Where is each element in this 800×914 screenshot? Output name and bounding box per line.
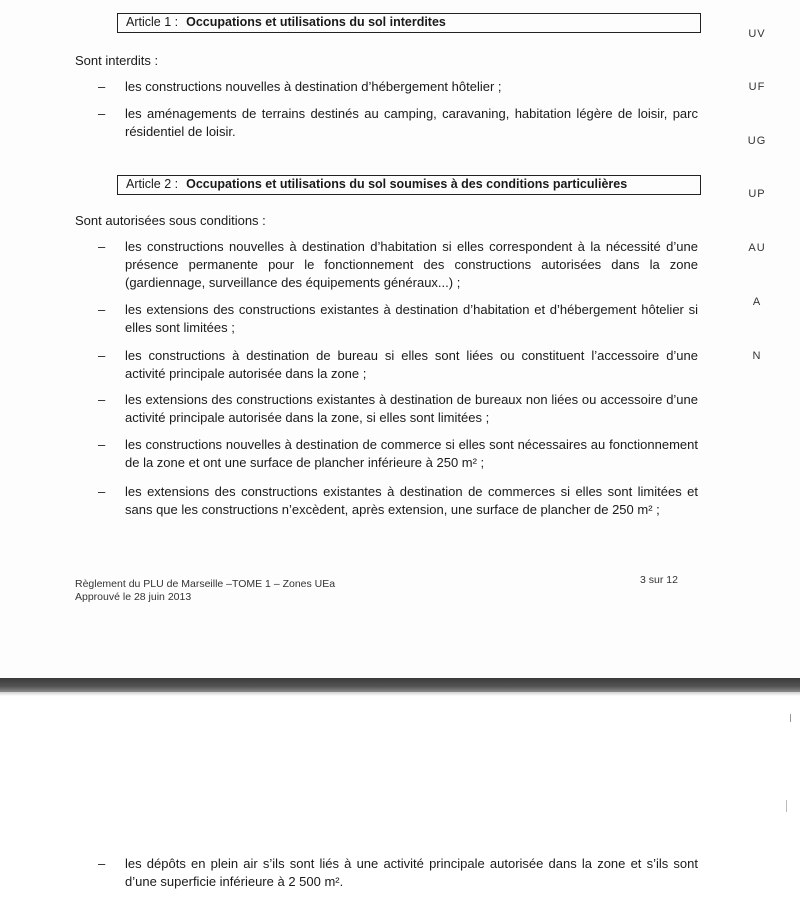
page-separator [0, 678, 800, 692]
zone-code: N [752, 350, 762, 362]
article-1-header [117, 13, 701, 33]
dash-bullet: – [98, 79, 106, 94]
dash-bullet: – [98, 437, 106, 452]
dash-bullet: – [98, 106, 106, 121]
list-item-text: les dépôts en plein air s’ils sont liés à une activité principale autorisée dans la zone et s’ils sont d’une superficie inférieure à 2 500 m². [125, 856, 698, 889]
list-item [98, 436, 698, 472]
dash-bullet: – [98, 392, 106, 407]
dash-bullet: – [98, 239, 106, 254]
article-1-title: Occupations et utilisations du sol interdites [186, 15, 446, 29]
article-2-label: Article 2 : [126, 177, 179, 191]
dash-bullet: – [98, 484, 106, 499]
list-item-text: les extensions des constructions existantes à destination de commerces si elles sont limitées et sans que les constructions n’excèdent, après extension, une surface de plancher de 250 m² ; [125, 484, 698, 517]
list-item [98, 301, 698, 337]
article-2-header [117, 175, 701, 195]
list-item-text: les constructions à destination de bureau si elles sont liées ou constituent l’accessoire d’une activité principale autorisée dans la zone ; [125, 348, 698, 381]
footer-title: Règlement du PLU de Marseille –TOME 1 – Zones UEa [75, 578, 336, 590]
list-item [98, 347, 698, 383]
scan-mark [790, 714, 791, 722]
zone-code: A [752, 296, 762, 308]
zone-code: UG [747, 135, 767, 147]
list-item [98, 78, 698, 96]
dash-bullet: – [98, 348, 106, 363]
page-separator-shadow [0, 692, 800, 696]
list-item-text: les extensions des constructions existantes à destination de bureaux non liées ou accessoire d’une activité principale autorisée dans la zone, si elles sont limitées ; [125, 392, 698, 425]
list-item-text: les aménagements de terrains destinés au camping, caravaning, habitation légère de loisir, parc résidentiel de loisir. [125, 106, 698, 139]
article-1-label: Article 1 : [126, 15, 179, 29]
page-number: 3 sur 12 [640, 574, 678, 586]
list-item [98, 855, 698, 891]
zone-code: UF [748, 81, 766, 93]
footer-approval: Approuvé le 28 juin 2013 [75, 591, 192, 603]
article-2-intro: Sont autorisées sous conditions : [75, 213, 266, 228]
list-item [98, 483, 698, 519]
list-item [98, 105, 698, 141]
list-item-text: les extensions des constructions existantes à destination d’habitation et d’hébergement hôtelier si elles sont limitées ; [125, 302, 698, 335]
list-item [98, 238, 698, 292]
article-2-title: Occupations et utilisations du sol soumises à des conditions particulières [186, 177, 628, 191]
zone-code: UV [748, 28, 766, 40]
dash-bullet: – [98, 856, 106, 871]
scan-mark [786, 800, 787, 812]
list-item-text: les constructions nouvelles à destination d’habitation si elles correspondent à la nécessité d’une présence permanente pour le fonctionnement des constructions autorisées dans la zone (gardiennage, surveillance des équipements généraux...) ; [125, 239, 698, 290]
zone-code: AU [748, 242, 766, 254]
zone-code: UP [748, 188, 766, 200]
list-item-text: les constructions nouvelles à destination de commerce si elles sont nécessaires au fonctionnement de la zone et ont une surface de plancher inférieure à 250 m² ; [125, 437, 698, 470]
dash-bullet: – [98, 302, 106, 317]
list-item-text: les constructions nouvelles à destination d’hébergement hôtelier ; [125, 79, 502, 94]
article-1-intro: Sont interdits : [75, 53, 159, 68]
list-item [98, 391, 698, 427]
